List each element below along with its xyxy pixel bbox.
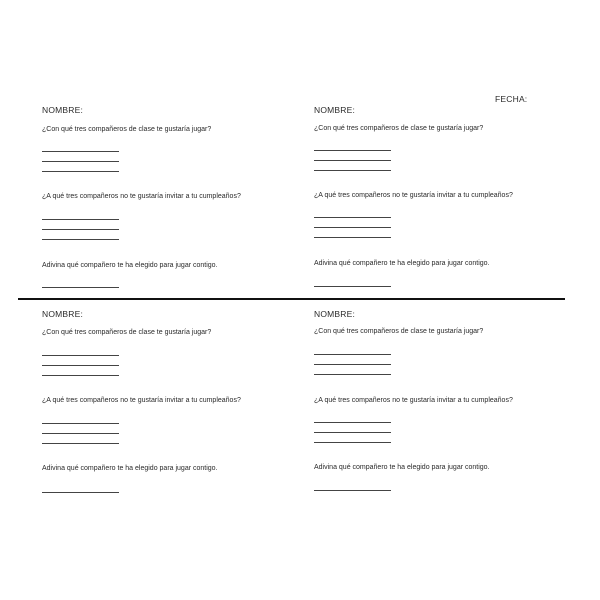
- answer-line[interactable]: [314, 150, 391, 151]
- answer-line[interactable]: [42, 365, 119, 366]
- answer-line[interactable]: [314, 422, 391, 423]
- date-label: FECHA:: [495, 94, 528, 104]
- answer-line[interactable]: [314, 442, 391, 443]
- answer-line[interactable]: [314, 490, 391, 491]
- question-play-with: ¿Con qué tres compañeros de clase te gustaría jugar?: [42, 329, 212, 336]
- answer-line[interactable]: [42, 287, 119, 288]
- answer-line[interactable]: [42, 161, 119, 162]
- answer-line[interactable]: [42, 443, 119, 444]
- answer-line[interactable]: [314, 364, 391, 365]
- answer-line[interactable]: [314, 170, 391, 171]
- answer-line[interactable]: [42, 355, 119, 356]
- name-label: NOMBRE:: [314, 105, 356, 115]
- question-guess: Adivina qué compañero te ha elegido para jugar contigo.: [42, 465, 218, 472]
- question-play-with: ¿Con qué tres compañeros de clase te gustaría jugar?: [42, 126, 212, 133]
- answer-line[interactable]: [42, 375, 119, 376]
- question-play-with: ¿Con qué tres compañeros de clase te gustaría jugar?: [314, 328, 484, 335]
- answer-line[interactable]: [42, 423, 119, 424]
- question-guess: Adivina qué compañero te ha elegido para jugar contigo.: [314, 464, 490, 471]
- answer-line[interactable]: [314, 432, 391, 433]
- question-play-with: ¿Con qué tres compañeros de clase te gustaría jugar?: [314, 125, 484, 132]
- answer-line[interactable]: [42, 492, 119, 493]
- question-not-invite: ¿A qué tres compañeros no te gustaría invitar a tu cumpleaños?: [314, 192, 513, 199]
- answer-line[interactable]: [42, 151, 119, 152]
- question-not-invite: ¿A qué tres compañeros no te gustaría invitar a tu cumpleaños?: [42, 397, 241, 404]
- answer-line[interactable]: [314, 217, 391, 218]
- question-not-invite: ¿A qué tres compañeros no te gustaría invitar a tu cumpleaños?: [314, 397, 513, 404]
- answer-line[interactable]: [314, 286, 391, 287]
- question-not-invite: ¿A qué tres compañeros no te gustaría invitar a tu cumpleaños?: [42, 193, 241, 200]
- answer-line[interactable]: [42, 171, 119, 172]
- answer-line[interactable]: [314, 374, 391, 375]
- answer-line[interactable]: [42, 229, 119, 230]
- answer-line[interactable]: [314, 237, 391, 238]
- answer-line[interactable]: [314, 354, 391, 355]
- cut-line-divider: [18, 298, 565, 300]
- question-guess: Adivina qué compañero te ha elegido para jugar contigo.: [314, 260, 490, 267]
- answer-line[interactable]: [314, 227, 391, 228]
- name-label: NOMBRE:: [42, 105, 84, 115]
- question-guess: Adivina qué compañero te ha elegido para jugar contigo.: [42, 262, 218, 269]
- name-label: NOMBRE:: [42, 309, 84, 319]
- answer-line[interactable]: [42, 433, 119, 434]
- name-label: NOMBRE:: [314, 309, 356, 319]
- answer-line[interactable]: [42, 239, 119, 240]
- answer-line[interactable]: [42, 219, 119, 220]
- answer-line[interactable]: [314, 160, 391, 161]
